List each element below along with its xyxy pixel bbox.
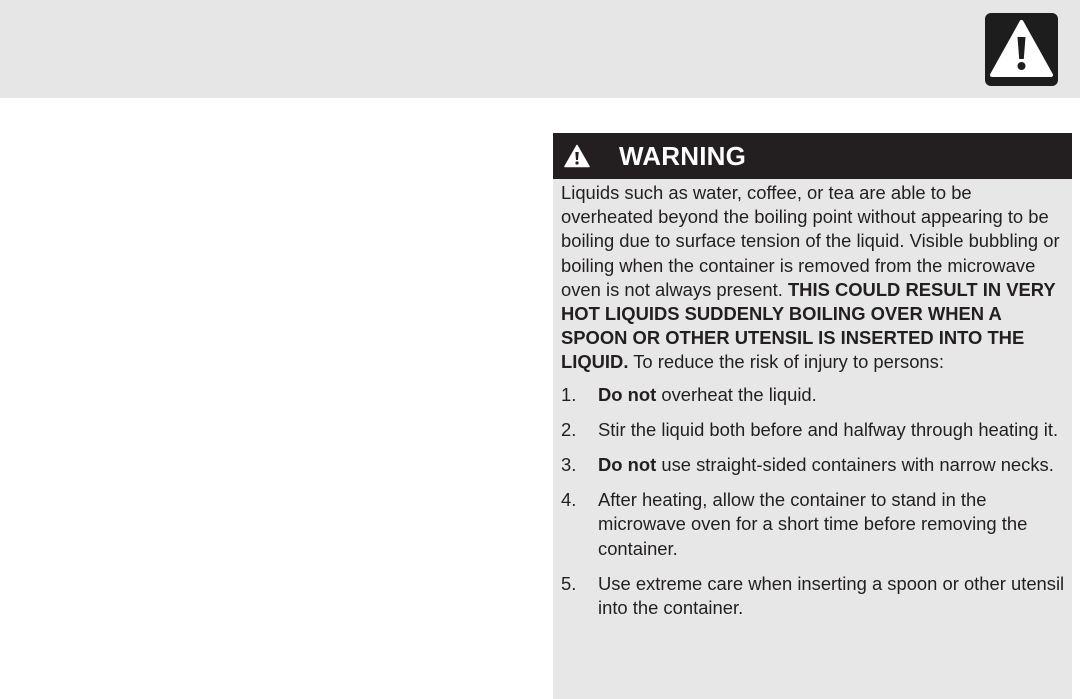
warning-box [553,133,1072,699]
step-text: use straight-sided containers with narrow necks. [661,454,1054,476]
step-number: 1. [561,383,577,405]
step-number: 4. [561,489,577,511]
intro-text: Liquids such as water, coffee, or tea are able to be overheated beyond the boiling point without appearing to be boiling due to surface tension of the liquid. Visible bubbling or boiling when the container is removed from the microwave oven is not always present. [561,182,1060,300]
safety-steps-list [561,383,1066,621]
list-item [561,453,1066,477]
step-text: After heating, allow the container to stand in the microwave oven for a short time before removing the container. [598,489,1028,559]
step-number: 3. [561,454,577,476]
step-emphasis: Do not [598,383,657,405]
intro-emphasis: THIS COULD RESULT IN VERY HOT LIQUIDS SUDDENLY BOILING OVER WHEN A SPOON OR OTHER UTENSIL IS INSERTED INTO THE LIQUID. [561,278,1056,373]
step-text: overheat the liquid. [661,383,817,405]
warning-title: WARNING [619,141,747,171]
step-text: Stir the liquid both before and halfway through heating it. [598,418,1059,440]
warning-triangle-icon [985,13,1058,86]
warning-intro [561,181,1066,375]
list-item [561,488,1066,561]
list-item [561,418,1066,442]
warning-triangle-icon [564,144,590,168]
list-item [561,572,1066,620]
page-header-band [0,0,1080,98]
warning-body [561,181,1066,631]
step-text: Use extreme care when inserting a spoon or other utensil into the container. [598,572,1065,619]
step-number: 5. [561,572,577,594]
step-number: 2. [561,418,577,440]
step-emphasis: Do not [598,454,657,476]
warning-header-bar [553,133,1072,179]
intro-text-end: To reduce the risk of injury to persons: [633,351,944,373]
list-item [561,383,1066,407]
